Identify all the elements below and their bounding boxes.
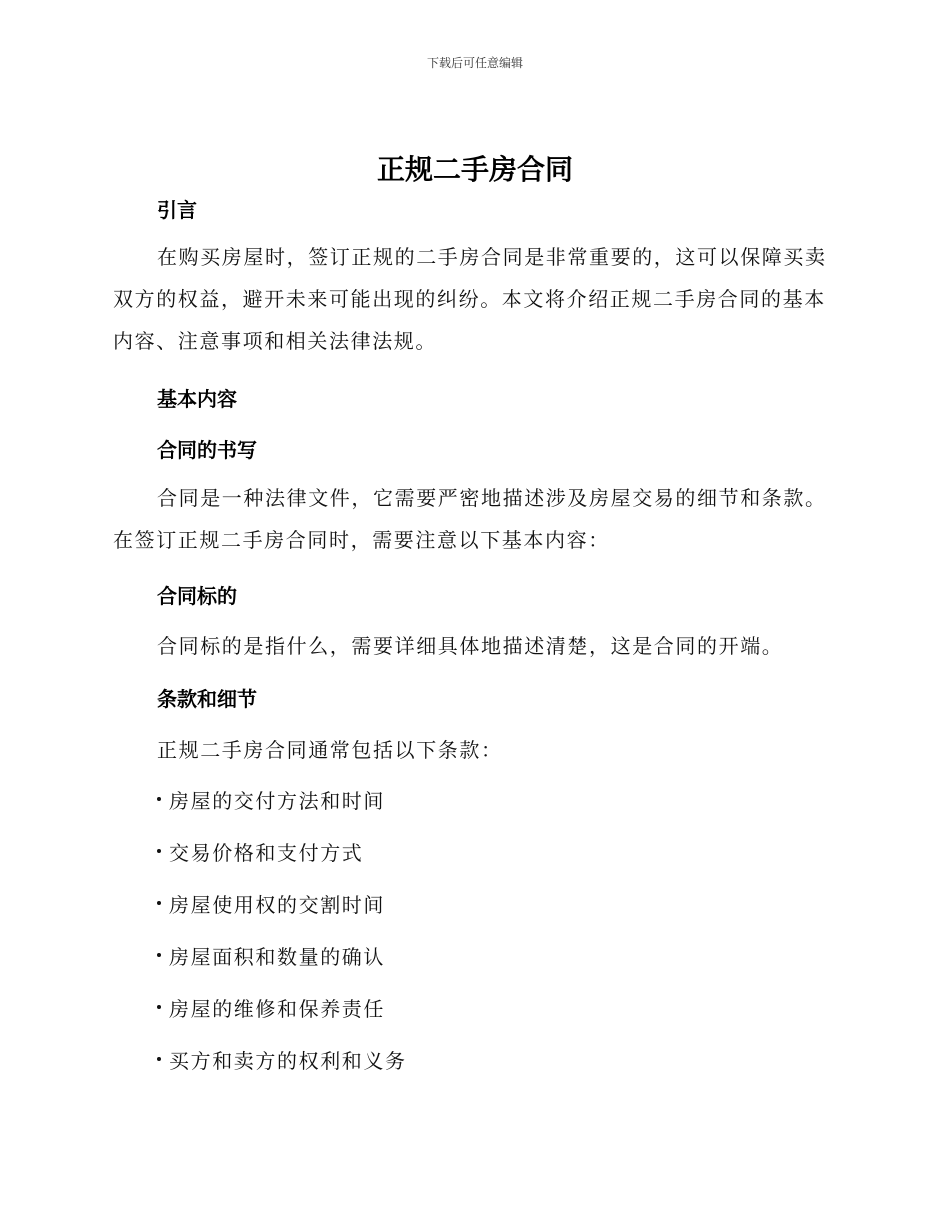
list-item-text: 房屋的交付方法和时间: [169, 789, 385, 813]
list-item-text: 房屋使用权的交割时间: [169, 893, 385, 917]
heading-terms-details: 条款和细节: [157, 687, 257, 711]
heading-contract-subject: 合同标的: [157, 584, 237, 608]
bullet-dot-icon: [157, 1057, 161, 1061]
list-item: [157, 889, 407, 941]
bullet-dot-icon: [157, 849, 161, 853]
list-item: [157, 941, 407, 993]
bullet-dot-icon: [157, 953, 161, 957]
bullet-dot-icon: [157, 797, 161, 801]
document-title: 正规二手房合同: [376, 153, 573, 186]
list-item-text: 房屋面积和数量的确认: [169, 945, 385, 969]
list-item: [157, 993, 407, 1045]
list-item: [157, 785, 407, 837]
paragraph-contract-writing: 合同是一种法律文件，它需要严密地描述涉及房屋交易的细节和条款。在签订正规二手房合同时，需要注意以下基本内容：: [113, 486, 827, 552]
header-note: 下载后可任意编辑: [426, 56, 523, 70]
paragraph-contract-subject: 合同标的是指什么，需要详细具体地描述清楚，这是合同的开端。: [157, 634, 784, 658]
terms-bullet-list: [157, 785, 407, 1097]
paragraph-terms-intro: 正规二手房合同通常包括以下条款：: [157, 738, 503, 762]
list-item-text: 房屋的维修和保养责任: [169, 997, 385, 1021]
list-item-text: 交易价格和支付方式: [169, 841, 364, 865]
list-item-text: 买方和卖方的权利和义务: [169, 1049, 407, 1073]
list-item: [157, 837, 407, 889]
list-item: [157, 1045, 407, 1097]
bullet-dot-icon: [157, 1005, 161, 1009]
heading-contract-writing: 合同的书写: [157, 438, 257, 462]
bullet-dot-icon: [157, 901, 161, 905]
heading-basic-content: 基本内容: [157, 387, 237, 411]
paragraph-intro: 在购买房屋时，签订正规的二手房合同是非常重要的，这可以保障买卖双方的权益，避开未来可能出现的纠纷。本文将介绍正规二手房合同的基本内容、注意事项和相关法律法规。: [113, 245, 827, 353]
heading-intro: 引言: [157, 198, 197, 222]
